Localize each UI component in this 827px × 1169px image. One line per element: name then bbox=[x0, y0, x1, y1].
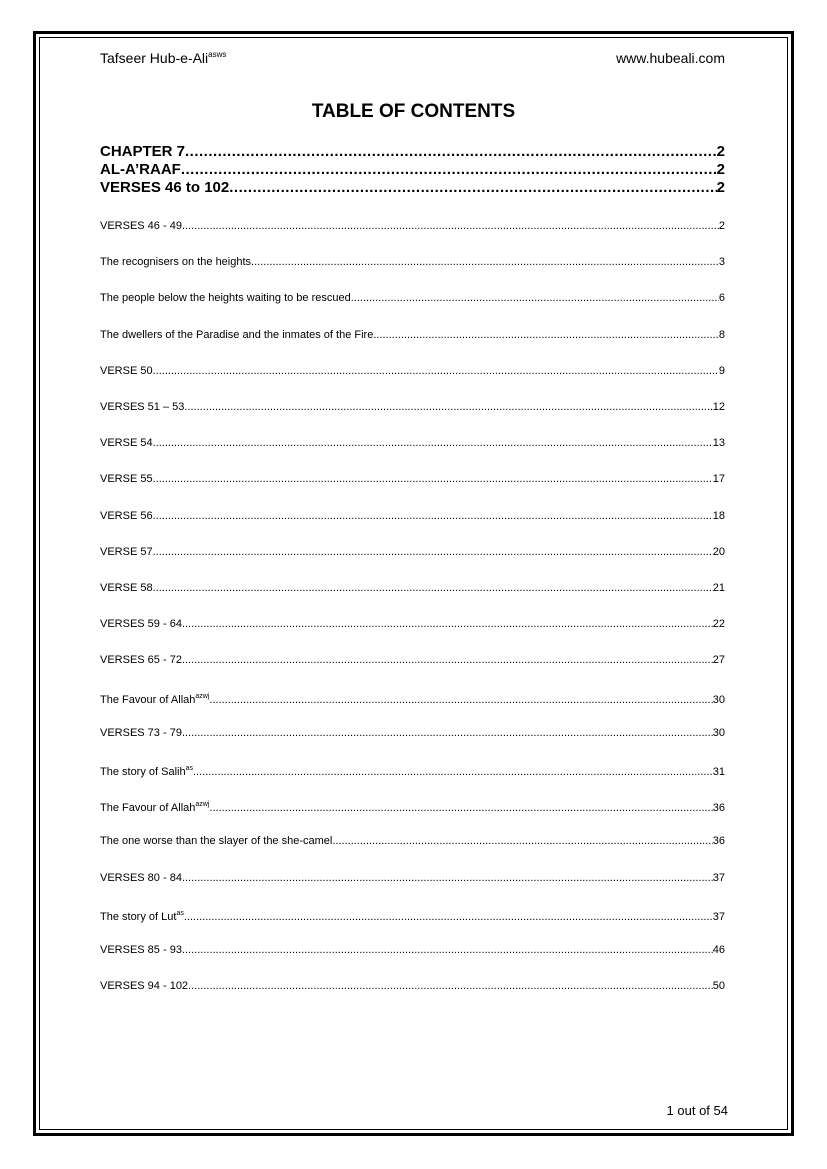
toc-entry-honorific: azwj bbox=[195, 693, 210, 700]
toc-leader-dots bbox=[184, 400, 712, 414]
toc-entry-label: VERSE 57 bbox=[100, 546, 153, 558]
toc-entry-label: VERSES 94 - 102 bbox=[100, 980, 189, 992]
toc-leader-dots bbox=[181, 161, 717, 179]
toc-entry-page: 36 bbox=[712, 835, 725, 847]
toc-sub-entry[interactable] bbox=[100, 364, 725, 378]
toc-entry-page: 46 bbox=[712, 944, 725, 956]
toc-entry-label: VERSE 54 bbox=[100, 437, 153, 449]
toc-leader-dots bbox=[153, 436, 713, 450]
toc-entry-page: 2 bbox=[718, 220, 725, 232]
toc-sub-entry[interactable] bbox=[100, 291, 725, 305]
header-book-title-text: Tafseer Hub-e-Ali bbox=[100, 50, 209, 66]
toc-sub-entry[interactable] bbox=[100, 581, 725, 595]
toc-leader-dots bbox=[182, 653, 713, 667]
toc-entry-label: The one worse than the slayer of the she-camel bbox=[100, 835, 333, 847]
toc-leader-dots bbox=[209, 801, 712, 815]
toc-leader-dots bbox=[188, 979, 713, 993]
toc-leader-dots bbox=[332, 834, 712, 848]
toc-sub-entry[interactable] bbox=[100, 400, 725, 414]
toc-entry-label: VERSES 51 – 53 bbox=[100, 401, 185, 413]
header-book-title bbox=[100, 50, 226, 66]
toc-sub-entry[interactable] bbox=[100, 328, 725, 342]
toc-entry-label: The people below the heights waiting to be rescued bbox=[100, 292, 351, 304]
toc-entry-label: VERSE 58 bbox=[100, 582, 153, 594]
toc-leader-dots bbox=[182, 871, 713, 885]
toc-entry-page: 37 bbox=[712, 872, 725, 884]
page-number: 1 out of 54 bbox=[666, 1103, 728, 1118]
toc-entry-label: The Favour of Allah$^{azwj}$ bbox=[100, 801, 210, 814]
toc-entry-page: 21 bbox=[712, 582, 725, 594]
toc-sub-entry[interactable] bbox=[100, 617, 725, 631]
toc-sub-entry[interactable] bbox=[100, 219, 725, 233]
toc-sub-entry[interactable] bbox=[100, 509, 725, 523]
header-book-title-sup: asws bbox=[208, 50, 227, 59]
toc-entry-page: 27 bbox=[712, 654, 725, 666]
toc-entry-page: 17 bbox=[712, 473, 725, 485]
toc-entry-label: VERSE 55 bbox=[100, 473, 153, 485]
toc-entry-page: 31 bbox=[712, 766, 725, 778]
toc-entry-label: VERSES 85 - 93 bbox=[100, 944, 182, 956]
toc-main-entry[interactable] bbox=[100, 179, 725, 197]
toc-entry-page: 2 bbox=[716, 161, 725, 178]
page-title: TABLE OF CONTENTS bbox=[311, 101, 516, 122]
toc-sub-entry[interactable] bbox=[100, 653, 725, 667]
toc-entry-page: 13 bbox=[712, 437, 725, 449]
toc-leader-dots bbox=[153, 545, 713, 559]
toc-sub-entry[interactable] bbox=[100, 798, 725, 815]
toc-entry-page: 50 bbox=[712, 980, 725, 992]
toc-entry-label: VERSES 80 - 84 bbox=[100, 872, 182, 884]
toc-entry-page: 37 bbox=[712, 911, 725, 923]
toc-entry-page: 8 bbox=[718, 329, 725, 341]
toc-sub-entry[interactable] bbox=[100, 871, 725, 885]
toc-main-entry[interactable] bbox=[100, 143, 725, 161]
toc-entry-page: 3 bbox=[718, 256, 725, 268]
toc-leader-dots bbox=[182, 219, 719, 233]
toc-leader-dots bbox=[229, 179, 716, 197]
toc-entry-label: The recognisers on the heights bbox=[100, 256, 252, 268]
toc-entry-page: 2 bbox=[716, 179, 725, 196]
toc-leader-dots bbox=[153, 581, 713, 595]
toc-sub-entry[interactable] bbox=[100, 979, 725, 993]
toc-entry-page: 9 bbox=[718, 365, 725, 377]
toc-leader-dots bbox=[153, 509, 713, 523]
toc-leader-dots bbox=[153, 364, 719, 378]
toc-leader-dots bbox=[209, 693, 712, 707]
toc-entry-page: 18 bbox=[712, 510, 725, 522]
toc-leader-dots bbox=[373, 328, 719, 342]
toc-entry-honorific: azwj bbox=[195, 801, 210, 808]
toc-leader-dots bbox=[184, 910, 713, 924]
toc-leader-dots bbox=[182, 617, 713, 631]
toc-sub-entry[interactable] bbox=[100, 255, 725, 269]
toc-entry-label: VERSES 59 - 64 bbox=[100, 618, 182, 630]
toc-leader-dots bbox=[193, 765, 713, 779]
toc-sub-entry[interactable] bbox=[100, 436, 725, 450]
toc-leader-dots bbox=[182, 943, 713, 957]
toc-main-entry[interactable] bbox=[100, 161, 725, 179]
toc-sub-entry[interactable] bbox=[100, 726, 725, 740]
toc-entry-page: 30 bbox=[712, 694, 725, 706]
toc-leader-dots bbox=[182, 726, 713, 740]
toc-entry-label: VERSE 50 bbox=[100, 365, 153, 377]
toc-entry-label: CHAPTER 7 bbox=[100, 143, 186, 160]
toc-entry-label: VERSES 65 - 72 bbox=[100, 654, 182, 666]
toc-sub-entry[interactable] bbox=[100, 907, 725, 924]
toc-entry-page: 2 bbox=[716, 143, 725, 160]
toc-leader-dots bbox=[351, 291, 719, 305]
toc-entry-honorific: as bbox=[176, 910, 184, 917]
toc-leader-dots bbox=[251, 255, 719, 269]
toc-entry-label: VERSES 46 - 49 bbox=[100, 220, 182, 232]
toc-sub-entry[interactable] bbox=[100, 943, 725, 957]
toc-entry-page: 20 bbox=[712, 546, 725, 558]
toc-leader-dots bbox=[153, 472, 713, 486]
toc-entry-label: The dwellers of the Paradise and the inmates of the Fire bbox=[100, 329, 374, 341]
toc-entry-label: The story of Salih$^{as}$ bbox=[100, 765, 193, 778]
toc-entry-page: 36 bbox=[712, 802, 725, 814]
toc-entry-page: 12 bbox=[712, 401, 725, 413]
toc-sub-entry[interactable] bbox=[100, 472, 725, 486]
toc-sub-entry[interactable] bbox=[100, 690, 725, 707]
toc-leader-dots bbox=[185, 143, 717, 161]
toc-entry-label: The Favour of Allah$^{azwj}$ bbox=[100, 693, 210, 706]
toc-entry-honorific: as bbox=[185, 765, 193, 772]
toc-entry-label: VERSE 56 bbox=[100, 510, 153, 522]
toc-sub-entry[interactable] bbox=[100, 834, 725, 848]
toc-entry-page: 30 bbox=[712, 727, 725, 739]
toc-entry-label: VERSES 46 to 102 bbox=[100, 179, 230, 196]
toc-sub-entry[interactable] bbox=[100, 762, 725, 779]
toc-entry-label: VERSES 73 - 79 bbox=[100, 727, 182, 739]
toc-entry-label: The story of Lut$^{as}$ bbox=[100, 910, 184, 923]
header-website: www.hubeali.com bbox=[616, 50, 725, 66]
toc-entry-label: AL-A’RAAF bbox=[100, 161, 181, 178]
toc-entry-page: 6 bbox=[718, 292, 725, 304]
toc-entry-page: 22 bbox=[712, 618, 725, 630]
toc-sub-entry[interactable] bbox=[100, 545, 725, 559]
